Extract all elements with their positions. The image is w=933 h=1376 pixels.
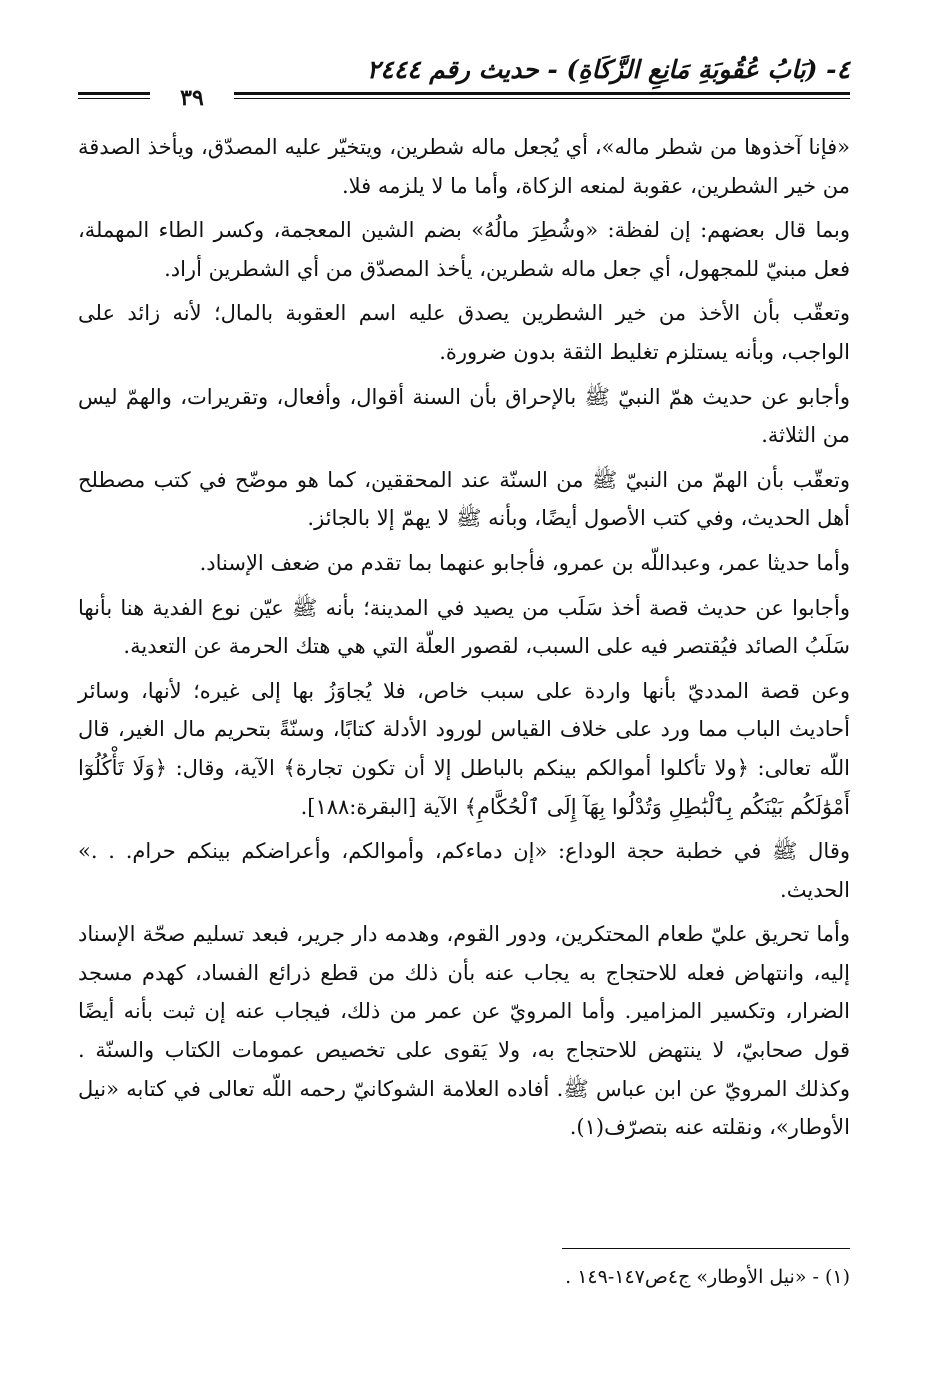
paragraph: «فإنا آخذوها من شطر ماله»، أي يُجعل ماله شطرين، ويتخيّر عليه المصدّق، ويأخذ الصدقة من خير الشطرين، عقوبة لمنعه الزكاة، وأما ما لا يلزمه فلا. — [78, 135, 850, 198]
paragraph: وأجابو عن حديث همّ النبيّ ﷺ بالإحراق بأن السنة أقوال، وأفعال، وتقريرات، والهمّ ليس من الثلاثة. — [78, 384, 850, 448]
paragraph: وتعقّب بأن الهمّ من النبيّ ﷺ من السنّة عند المحققين، كما هو موضّح في كتب مصطلح أهل الحديث، وفي كتب الأصول أيضًا، وبأنه ﷺ لا يهمّ إلا بالجائز. — [78, 467, 850, 531]
footnote: (١) - «نيل الأوطار» ج٤ص١٤٧-١٤٩ . — [565, 1266, 850, 1288]
paragraph: وتعقّب بأن الأخذ من خير الشطرين يصدق عليه اسم العقوبة بالمال؛ لأنه زائد على الواجب، وبأنه يستلزم تغليط الثقة بدون ضرورة. — [78, 301, 850, 364]
paragraph: وبما قال بعضهم: إن لفظة: «وشُطِرَ مالُهُ» بضم الشين المعجمة، وكسر الطاء المهملة، فعل مبنيّ للمجهول، أي جعل ماله شطرين، يأخذ المصدّق من أي الشطرين أراد. — [78, 218, 850, 281]
paragraph: وعن قصة المدديّ بأنها واردة على سبب خاص، فلا يُجاوَزُ بها إلى غيره؛ لأنها، وسائر أحاديث الباب مما ورد على خلاف القياس لورود الأدلة كتابًا، وسنّةً بتحريم مال الغير، قال اللّه تعالى: ﴿ولا تأكلوا أموالكم بينكم بالباطل إلا أن تكون تجارة﴾ الآية، وقال: ﴿وَلَا تَأْكُلُوٓا أَمْوَٰلَكُم بَيْنَكُم بِٱلْبَٰطِلِ وَتُدْلُوا بِهَآ إِلَى ٱلْحُكَّامِ﴾ الآية [البقرة:١٨٨]. — [78, 678, 850, 819]
footnote-divider — [562, 1248, 850, 1249]
running-header — [78, 52, 850, 111]
header-rule-right — [234, 92, 850, 99]
header-rule-left — [78, 92, 150, 99]
paragraph: وقال ﷺ في خطبة حجة الوداع: «إن دماءكم، وأموالكم، وأعراضكم بينكم حرام. . .» الحديث. — [78, 839, 850, 902]
page — [78, 52, 850, 1342]
page-number: ٣٩ — [162, 86, 222, 110]
chapter-title: ٤- (بَابُ عُقُوبَةِ مَانِعِ الزَّكَاةِ) - حديث رقم ٢٤٤٤ — [366, 55, 850, 84]
paragraph: وأجابوا عن حديث قصة أخذ سَلَب من يصيد في المدينة؛ بأنه ﷺ عيّن نوع الفدية هنا بأنها سَلَبُ الصائد فيُقتصر فيه على السبب، لقصور العلّة التي هي هتك الحرمة عن التعدية. — [78, 595, 850, 659]
paragraph: وأما تحريق عليّ طعام المحتكرين، ودور القوم، وهدمه دار جرير، فبعد تسليم صحّة الإسناد إليه، وانتهاض فعله للاحتجاج به يجاب عنه بأن ذلك من قطع ذرائع الفساد، كهدم مسجد الضرار، وتكسير المزامير. وأما المرويّ عن عمر من ذلك، فيجاب عنه إن ثبت بأنه أيضًا قول صحابيّ، لا ينتهض للاحتجاج به، ولا يَقوى على تخصيص عمومات الكتاب والسنّة . وكذلك المرويّ عن ابن عباس ﷺ. أفاده العلامة الشوكانيّ رحمه اللّه تعالى في كتابه «نيل الأوطار»، ونقلته عنه بتصرّف(١). — [78, 922, 850, 1140]
body-text — [78, 128, 850, 1147]
paragraph: وأما حديثا عمر، وعبداللّه بن عمرو، فأجابو عنهما بما تقدم من ضعف الإسناد. — [199, 550, 850, 575]
